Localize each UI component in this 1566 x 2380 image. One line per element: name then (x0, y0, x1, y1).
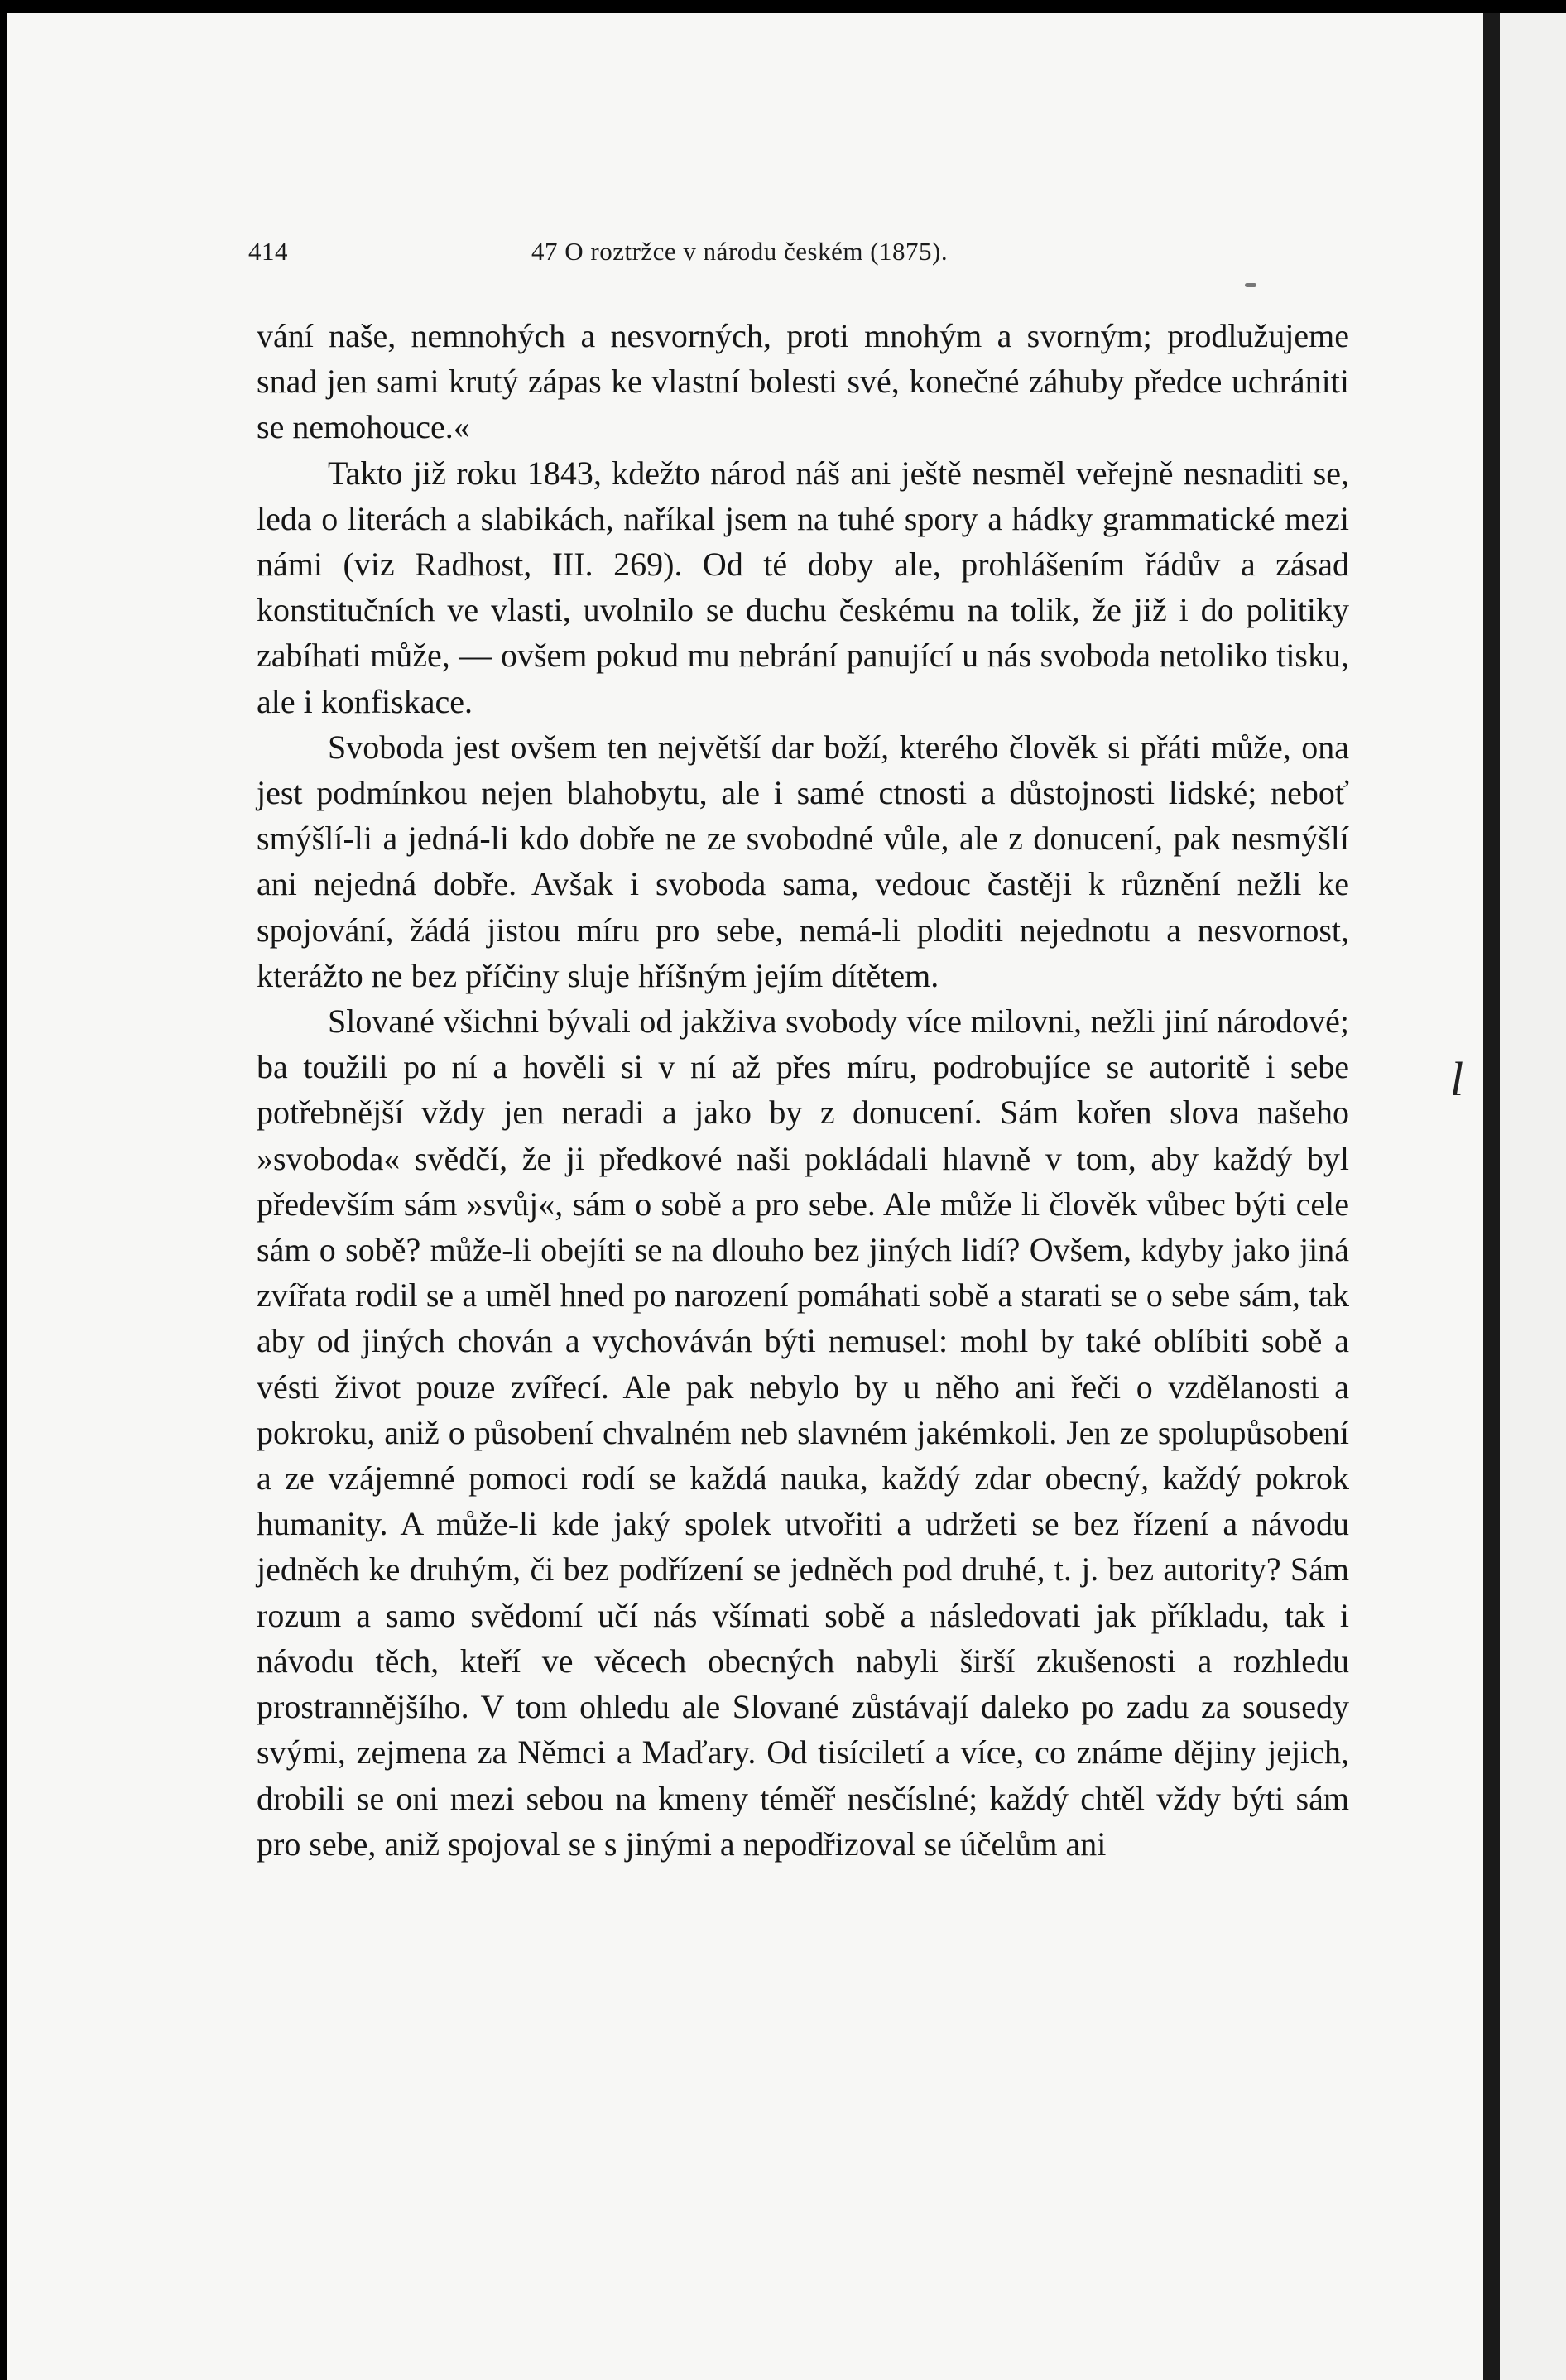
paragraph: Takto již roku 1843, kdežto národ náš ani ještě nesměl veřejně nesnaditi se, leda o literách a slabikách, naříkal jsem na tuhé spory a hádky grammatické mezi námi (viz Radhost, III. 269). Od té doby ale, prohlášením řádův a zásad konstitučních ve vlasti, uvolnilo se duchu českému na tolik, že již i do politiky zabíhati může, — ovšem pokud mu nebrání panující u nás svoboda netoliko tisku, ale i konfiskace. (257, 454, 1349, 720)
margin-pencil-mark: l (1450, 1052, 1464, 1106)
page-gutter-strip (1483, 13, 1500, 2380)
paragraph: Svoboda jest ovšem ten největší dar boží, kterého člověk si přáti může, ona jest podmínkou nejen blahobytu, ale i samé ctnosti a důstojnosti lidské; neboť smýšlí-li a jedná-li kdo dobře ne ze svobodné vůle, ale z donucení, pak nesmýšlí ani nejedná dobře. Avšak i svoboda sama, vedouc častěji k různění nežli ke spojování, žádá jistou míru pro sebe, nemá-li ploditi nejednotu a nesvornost, kterážto ne bez příčiny sluje hříšným jejím dítětem. (257, 728, 1349, 994)
paragraph: Slované všichni bývali od jakživa svobody více milovni, nežli jiní národové; ba toužili po ní a hověli si v ní až přes míru, podrobujíce se autoritě i sebe potřebnější vždy jen neradi a jako by z donucení. Sám kořen slova našeho »svoboda« svědčí, že ji předkové naši pokládali hlavně v tom, aby každý byl především sám »svůj«, sám o sobě a pro sebe. Ale může li člověk vůbec býti cele sám o sobě? může-li obejíti se na dlouho bez jiných lidí? Ovšem, kdyby jako jiná zvířata rodil se a uměl hned po narození pomáhati sobě a starati se o sebe sám, tak aby od jiných chován a vychováván býti nemusel: mohl by také oblíbiti sobě a vésti život pouze zvířecí. Ale pak nebylo by u něho ani řeči o vzdělanosti a pokroku, aniž o působení chvalném neb slavném jakémkoli. Jen ze spolupůsobení a ze vzájemné pomoci rodí se každá nauka, každý zdar obecný, každý pokrok humanity. A může-li kde jaký spolek utvořiti a udržeti se bez řízení a návodu jedněch ke druhým, či bez podřízení se jedněch pod druhé, t. j. bez autority? Sám rozum a samo svědomí učí nás všímati sobě a následovati jak příkladu, tak i návodu těch, kteří ve věcech obecných nabyli širší zkušenosti a rozhledu prostrannějšího. V tom ohledu ale Slované zůstávají daleko po zadu za sousedy svými, zejmena za Němci a Maďary. Od tisíciletí a více, co známe dějiny jejich, drobili se oni mezi sebou na kmeny téměř nesčíslné; každý chtěl vždy býti sám pro sebe, aniž spojoval se s jinými a nepodřizoval se účelům ani (257, 1002, 1349, 1863)
page-number: 414 (248, 237, 288, 266)
chapter-title: 47 O roztržce v národu českém (1875). (531, 237, 949, 266)
facing-page-edge (1500, 13, 1566, 2380)
paragraph-continued: vání naše, nemnohých a nesvorných, proti mnohým a svorným; prodlužujeme snad jen sami krutý zápas ke vlastní bolesti své, konečné záhuby předce uchrániti se nemohouce.« (257, 317, 1349, 446)
running-head (248, 230, 1341, 272)
body-text (257, 313, 1349, 1867)
ink-speck (1245, 283, 1256, 287)
